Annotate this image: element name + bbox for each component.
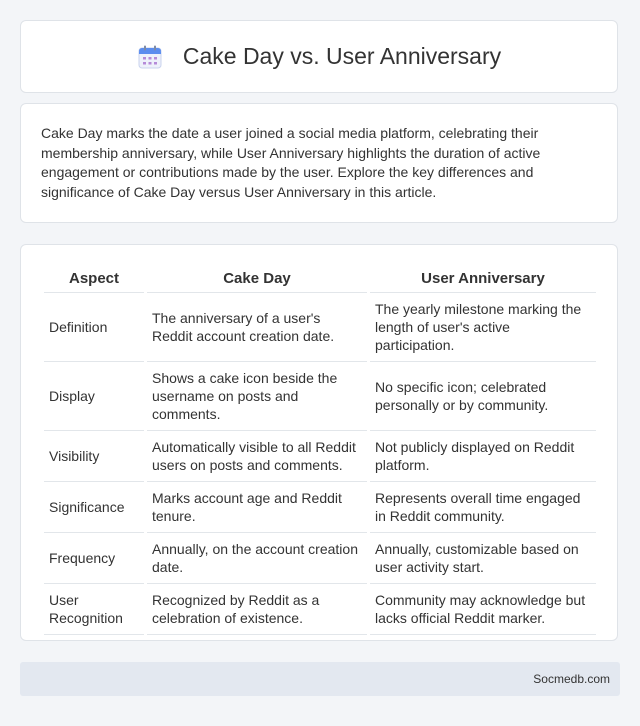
table-row (44, 362, 596, 431)
intro-text: Cake Day marks the date a user joined a social media platform, celebrating their membership anniversary, while User Anniversary highlights the duration of active engagement or contributions made by the user. Explore the key differences and significance of Cake Day versus User Anniversary in this article. (41, 125, 541, 200)
intro-card (20, 103, 618, 223)
user-anniversary-cell: Community may acknowledge but lacks official Reddit marker. (370, 584, 596, 635)
cake-day-cell: The anniversary of a user's Reddit account creation date. (147, 293, 367, 362)
aspect-cell: Definition (44, 293, 144, 362)
cake-day-cell: Shows a cake icon beside the username on posts and comments. (147, 362, 367, 431)
cake-day-cell: Recognized by Reddit as a celebration of existence. (147, 584, 367, 635)
user-anniversary-cell: The yearly milestone marking the length of user's active participation. (370, 293, 596, 362)
user-anniversary-cell: Annually, customizable based on user activity start. (370, 533, 596, 584)
cake-day-cell: Marks account age and Reddit tenure. (147, 482, 367, 533)
footer (20, 662, 620, 696)
user-anniversary-cell: Not publicly displayed on Reddit platform. (370, 431, 596, 482)
comparison-card (20, 244, 618, 641)
aspect-cell: Display (44, 362, 144, 431)
table-row (44, 584, 596, 635)
title-card (20, 20, 618, 93)
footer-source: Socmedb.com (533, 672, 610, 686)
column-header-cake-day: Cake Day (147, 263, 367, 293)
aspect-cell: User Recognition (44, 584, 144, 635)
aspect-cell: Visibility (44, 431, 144, 482)
user-anniversary-cell: Represents overall time engaged in Reddit community. (370, 482, 596, 533)
aspect-cell: Frequency (44, 533, 144, 584)
aspect-cell: Significance (44, 482, 144, 533)
comparison-table (41, 263, 599, 635)
column-header-aspect: Aspect (44, 263, 144, 293)
page-title: Cake Day vs. User Anniversary (182, 43, 502, 69)
user-anniversary-cell: No specific icon; celebrated personally or by community. (370, 362, 596, 431)
table-row (44, 533, 596, 584)
cake-day-cell: Automatically visible to all Reddit users on posts and comments. (147, 431, 367, 482)
column-header-user-anniversary: User Anniversary (370, 263, 596, 293)
table-row (44, 293, 596, 362)
cake-day-cell: Annually, on the account creation date. (147, 533, 367, 584)
calendar-icon (137, 44, 163, 70)
table-row (44, 482, 596, 533)
table-header-row (44, 263, 596, 293)
table-row (44, 431, 596, 482)
